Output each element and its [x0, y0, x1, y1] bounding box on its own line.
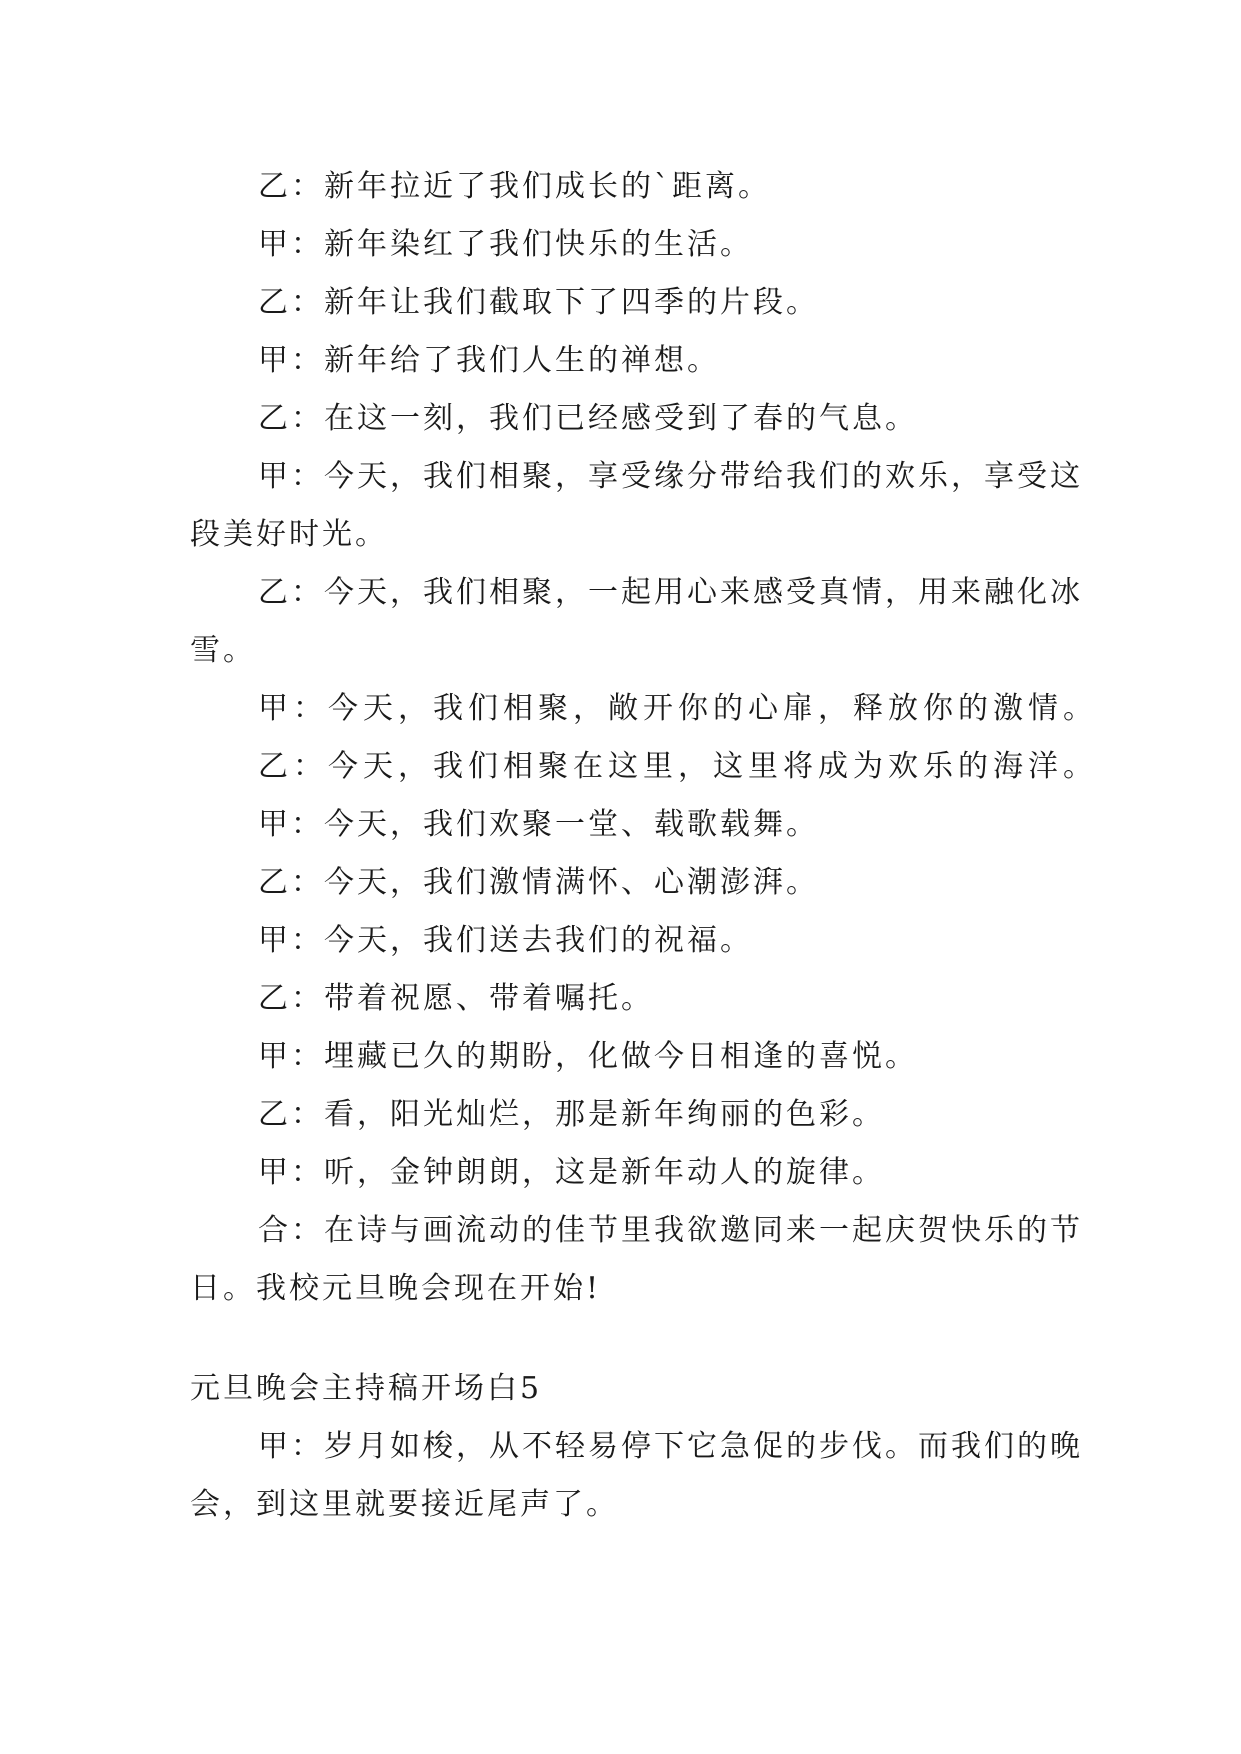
paragraph: 合：在诗与画流动的佳节里我欲邀同来一起庆贺快乐的节日。我校元旦晚会现在开始!	[190, 1213, 1083, 1306]
paragraph: 乙：今天，我们相聚，一起用心来感受真情，用来融化冰雪。	[190, 575, 1083, 668]
paragraph: 乙：带着祝愿、带着嘱托。	[258, 981, 654, 1016]
document-body	[190, 158, 1098, 1534]
paragraph: 甲：岁月如梭，从不轻易停下它急促的步伐。而我们的晚会，到这里就要接近尾声了。	[190, 1429, 1083, 1522]
paragraph: 甲：听，金钟朗朗，这是新年动人的旋律。	[258, 1155, 885, 1190]
paragraph: 甲：今天，我们相聚，敞开你的心扉，释放你的激情。	[258, 691, 1098, 726]
paragraph: 乙：今天，我们相聚在这里，这里将成为欢乐的海洋。	[258, 749, 1098, 784]
paragraph: 乙：看，阳光灿烂，那是新年绚丽的色彩。	[258, 1097, 885, 1132]
paragraph: 乙：在这一刻，我们已经感受到了春的气息。	[258, 401, 918, 436]
paragraph: 甲：埋藏已久的期盼，化做今日相逢的喜悦。	[258, 1039, 918, 1074]
section-heading: 元旦晚会主持稿开场白5	[190, 1371, 543, 1406]
paragraph: 乙：今天，我们激情满怀、心潮澎湃。	[258, 865, 819, 900]
paragraph: 乙：新年拉近了我们成长的`距离。	[258, 169, 771, 204]
paragraph: 甲：今天，我们欢聚一堂、载歌载舞。	[258, 807, 819, 842]
paragraph: 甲：今天，我们相聚，享受缘分带给我们的欢乐，享受这段美好时光。	[190, 459, 1083, 552]
paragraph: 甲：新年给了我们人生的禅想。	[258, 343, 720, 378]
paragraph: 乙：新年让我们截取下了四季的片段。	[258, 285, 819, 320]
paragraph: 甲：新年染红了我们快乐的生活。	[258, 227, 753, 262]
paragraph: 甲：今天，我们送去我们的祝福。	[258, 923, 753, 958]
